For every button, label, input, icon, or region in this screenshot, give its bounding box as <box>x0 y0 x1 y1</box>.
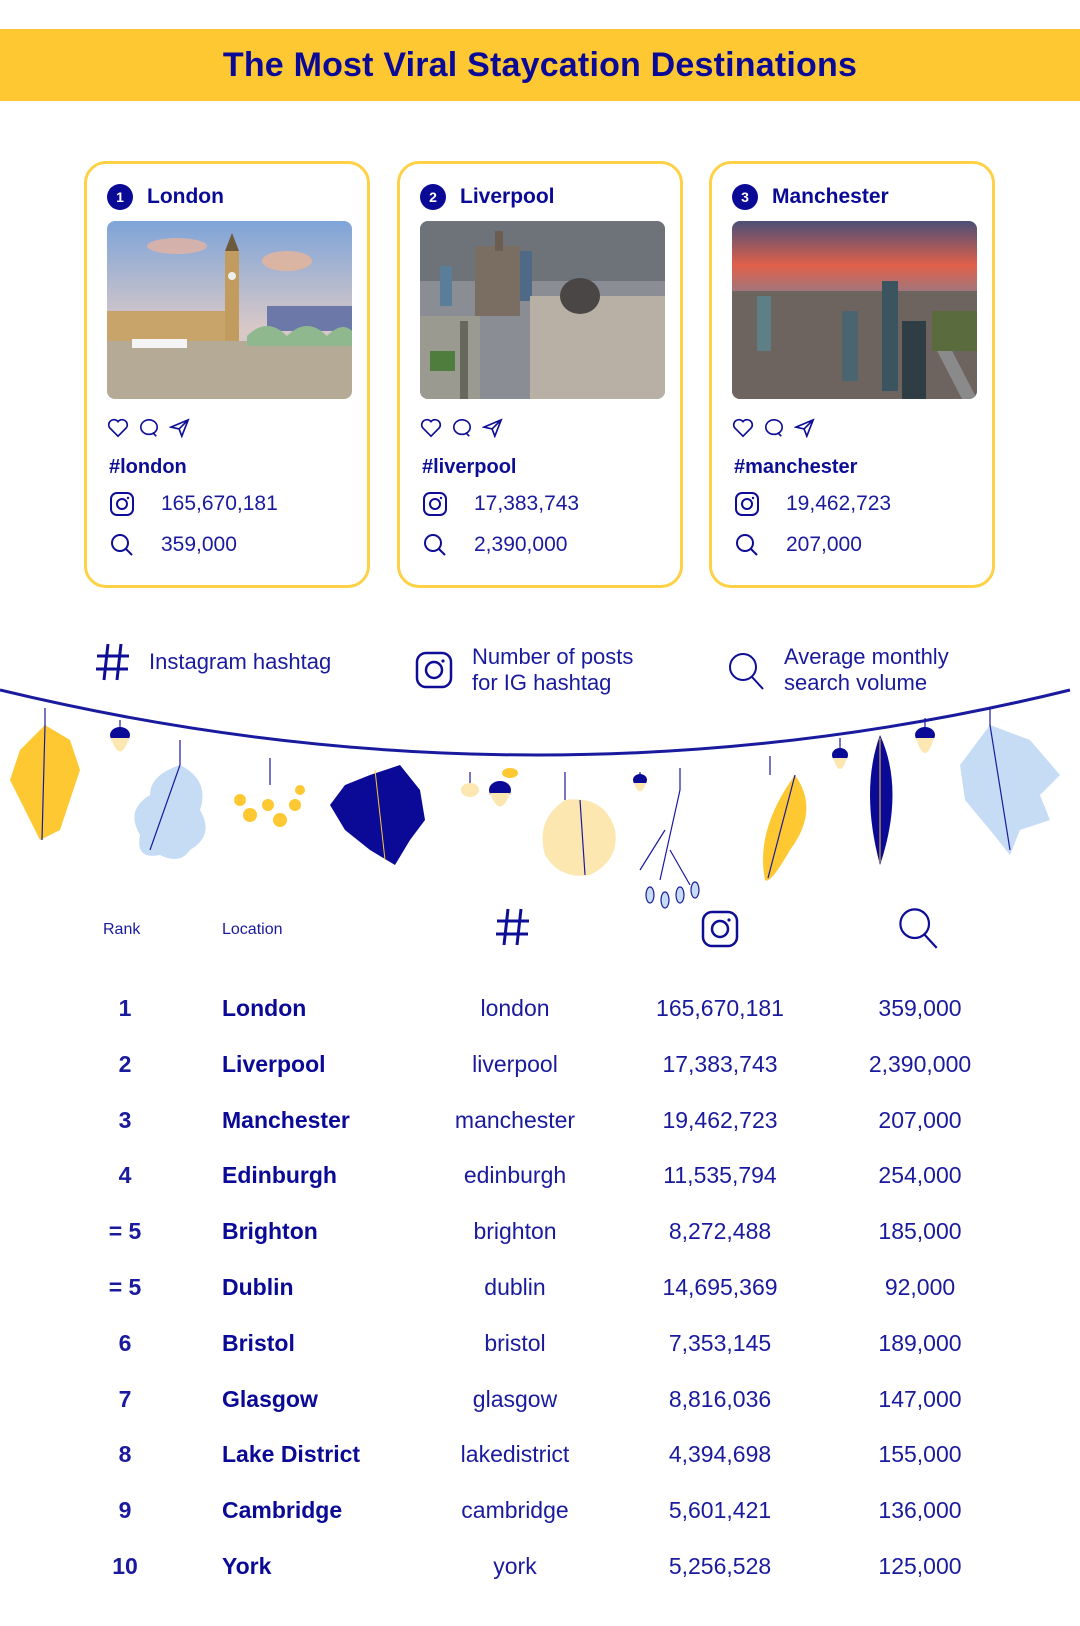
hashtag-cell: manchester <box>454 1106 576 1133</box>
search-cell: 254,000 <box>878 1162 962 1189</box>
hashtag-icon <box>494 907 532 947</box>
post-actions <box>107 418 191 438</box>
posts-cell: 8,816,036 <box>668 1385 772 1412</box>
posts-cell: 165,670,181 <box>656 995 784 1021</box>
rank-cell: 8 <box>118 1441 132 1468</box>
hashtag-cell: york <box>493 1553 537 1579</box>
location-cell: York <box>222 1553 272 1579</box>
search-cell: 92,000 <box>884 1274 956 1300</box>
posts-cell: 11,535,794 <box>663 1162 777 1189</box>
title-banner <box>0 29 1080 101</box>
card-title: Liverpool <box>460 185 555 208</box>
rank-cell: = 5 <box>108 1274 142 1300</box>
acorn-icon <box>915 727 935 753</box>
comment-icon[interactable] <box>138 418 160 438</box>
table-row <box>0 1051 1080 1091</box>
location-cell: Liverpool <box>222 1050 326 1077</box>
instagram-icon <box>734 491 760 517</box>
search-icon <box>896 905 940 949</box>
hashtag-cell: lakedistrict <box>460 1441 570 1468</box>
manchester-skyline-photo <box>732 221 977 399</box>
rank-badge: 2 <box>420 184 446 210</box>
table-row <box>0 1497 1080 1537</box>
top-card-london <box>84 161 370 588</box>
rank-cell: 4 <box>118 1162 132 1189</box>
table-row <box>0 1386 1080 1426</box>
table-row <box>0 1441 1080 1481</box>
comment-icon[interactable] <box>451 418 473 438</box>
location-cell: Glasgow <box>222 1385 318 1412</box>
comment-icon[interactable] <box>763 418 785 438</box>
posts-count: 165,670,181 <box>161 492 278 515</box>
autumn-leaf-garland <box>0 680 1080 910</box>
posts-cell: 7,353,145 <box>668 1329 772 1356</box>
acorn-icon <box>489 781 511 807</box>
send-icon[interactable] <box>794 418 816 438</box>
hashtag-cell: dublin <box>484 1274 546 1300</box>
instagram-icon <box>109 491 135 517</box>
navy-maple-leaf-icon <box>330 765 425 865</box>
blue-oak-leaf-icon <box>134 765 205 859</box>
table-row <box>0 1162 1080 1202</box>
posts-stat <box>109 491 278 517</box>
heart-icon[interactable] <box>107 418 129 438</box>
search-icon <box>109 532 135 558</box>
acorn-icon <box>633 774 647 792</box>
search-cell: 359,000 <box>878 995 962 1021</box>
table-row <box>0 995 1080 1035</box>
hashtag-cell: london <box>480 995 550 1021</box>
table-header <box>0 915 1080 975</box>
rank-cell: 1 <box>118 995 132 1021</box>
blue-twig-icon <box>640 790 699 908</box>
search-volume: 207,000 <box>786 533 862 556</box>
instagram-icon <box>422 491 448 517</box>
acorn-icon <box>110 727 130 752</box>
posts-cell: 5,601,421 <box>668 1497 772 1524</box>
search-cell: 147,000 <box>878 1385 962 1412</box>
yellow-long-leaf-icon <box>763 775 806 881</box>
location-cell: Bristol <box>222 1329 295 1356</box>
search-icon <box>422 532 448 558</box>
table-row <box>0 1330 1080 1370</box>
posts-cell: 19,462,723 <box>662 1106 778 1133</box>
navy-long-leaf-icon <box>870 735 893 865</box>
legend-line: search volume <box>784 670 928 695</box>
search-cell: 2,390,000 <box>868 1050 972 1077</box>
rank-badge: 1 <box>107 184 133 210</box>
cream-leaf-icon <box>543 799 616 875</box>
posts-stat <box>734 491 891 517</box>
hashtag-cell: glasgow <box>472 1385 558 1412</box>
table-row <box>0 1553 1080 1593</box>
search-cell: 125,000 <box>878 1553 962 1579</box>
blue-maple-leaf-icon <box>960 725 1060 855</box>
card-title: London <box>147 185 224 208</box>
top-card-liverpool <box>397 161 683 588</box>
rank-cell: 7 <box>118 1385 132 1412</box>
legend-line: for IG hashtag <box>472 670 612 695</box>
location-cell: Lake District <box>222 1441 361 1468</box>
hashtag-icon <box>95 642 131 682</box>
hashtag-cell: cambridge <box>461 1497 569 1524</box>
legend-label: Instagram hashtag <box>149 649 332 674</box>
search-stat <box>734 532 862 558</box>
search-cell: 189,000 <box>878 1329 962 1356</box>
table-row <box>0 1274 1080 1314</box>
location-cell: Dublin <box>222 1274 294 1300</box>
card-header <box>420 184 555 210</box>
page-title: The Most Viral Staycation Destinations <box>222 45 858 84</box>
table-row <box>0 1107 1080 1147</box>
send-icon[interactable] <box>169 418 191 438</box>
location-cell: Cambridge <box>222 1497 343 1524</box>
rank-cell: 6 <box>118 1329 132 1356</box>
rank-cell: = 5 <box>108 1218 142 1245</box>
hashtag-cell: bristol <box>484 1329 546 1356</box>
post-actions <box>420 418 504 438</box>
berries-icon <box>234 785 305 827</box>
hashtag-cell: brighton <box>473 1218 557 1245</box>
legend-hashtag <box>95 642 331 682</box>
posts-stat <box>422 491 579 517</box>
location-cell: Brighton <box>222 1218 318 1245</box>
card-hashtag: #london <box>109 456 187 478</box>
search-stat <box>422 532 567 558</box>
liverpool-waterfront-photo <box>420 221 665 399</box>
rank-badge: 3 <box>732 184 758 210</box>
rank-cell: 10 <box>112 1553 138 1579</box>
search-icon <box>734 532 760 558</box>
legend-line: Average monthly <box>784 644 949 669</box>
card-header <box>107 184 224 210</box>
posts-cell: 14,695,369 <box>662 1274 778 1300</box>
card-hashtag: #manchester <box>734 456 858 478</box>
posts-cell: 17,383,743 <box>662 1050 778 1077</box>
rank-cell: 3 <box>118 1106 132 1133</box>
card-title: Manchester <box>772 185 889 208</box>
location-cell: London <box>222 995 307 1021</box>
posts-cell: 5,256,528 <box>668 1553 772 1579</box>
rank-cell: 9 <box>118 1497 132 1524</box>
rank-cell: 2 <box>118 1050 132 1077</box>
header-rank: Rank <box>103 921 141 938</box>
heart-icon[interactable] <box>732 418 754 438</box>
legend-line: Number of posts <box>472 644 634 669</box>
search-cell: 155,000 <box>878 1441 962 1468</box>
location-cell: Edinburgh <box>222 1162 337 1189</box>
search-cell: 185,000 <box>878 1218 962 1245</box>
heart-icon[interactable] <box>420 418 442 438</box>
search-volume: 359,000 <box>161 533 237 556</box>
hashtag-cell: liverpool <box>472 1050 558 1077</box>
instagram-icon <box>700 909 740 949</box>
london-big-ben-photo <box>107 221 352 399</box>
posts-count: 19,462,723 <box>786 492 892 515</box>
hashtag-cell: edinburgh <box>463 1162 567 1189</box>
search-cell: 207,000 <box>878 1106 962 1133</box>
acorn-icon <box>832 748 848 769</box>
send-icon[interactable] <box>482 418 504 438</box>
table-row <box>0 1218 1080 1258</box>
posts-cell: 4,394,698 <box>668 1441 772 1468</box>
search-stat <box>109 532 237 558</box>
location-cell: Manchester <box>222 1106 350 1133</box>
post-actions <box>732 418 816 438</box>
search-volume: 2,390,000 <box>474 533 568 556</box>
top-card-manchester <box>709 161 995 588</box>
search-cell: 136,000 <box>878 1497 962 1524</box>
card-hashtag: #liverpool <box>422 456 517 478</box>
card-header <box>732 184 889 210</box>
posts-cell: 8,272,488 <box>668 1218 772 1245</box>
header-location: Location <box>222 921 283 938</box>
posts-count: 17,383,743 <box>474 492 580 515</box>
